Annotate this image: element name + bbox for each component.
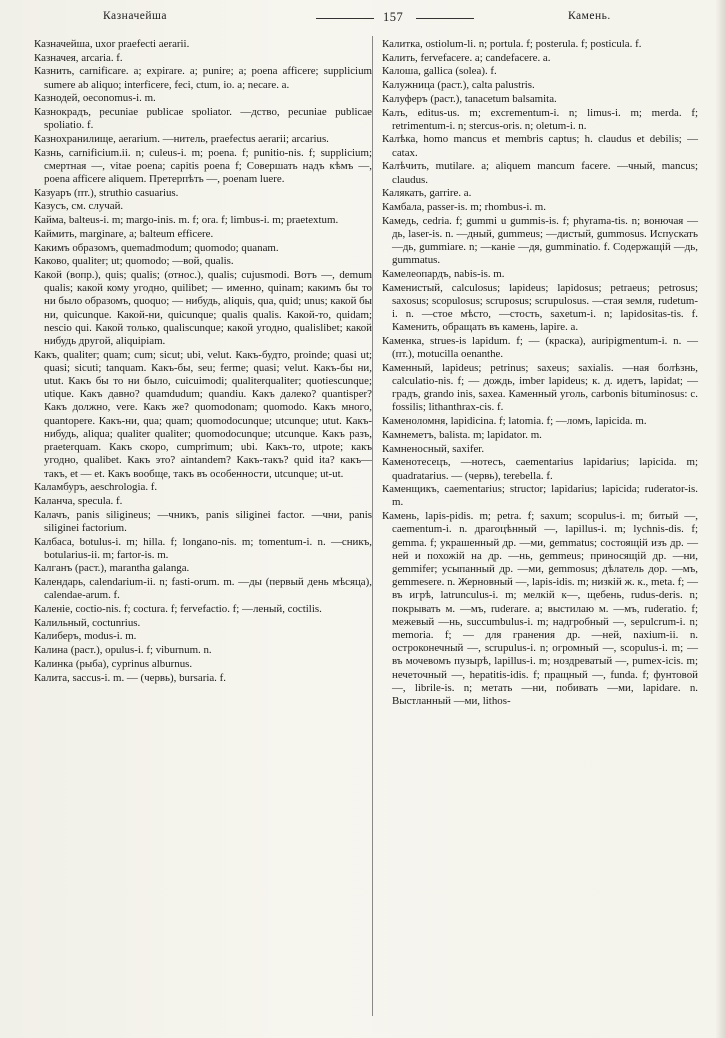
column-divider [372,36,373,1016]
dictionary-entry: Камелеопардъ, nabis-is. m. [382,267,505,280]
dictionary-entry: Калитка, ostiolum-li. n; portula. f; posterula. f; posticula. f. [382,38,642,50]
header-left-title: Казначейша [103,10,167,22]
dictionary-entry: Камедь, cedria. f; gummi u gummis-is. f; phyrama-tis. n; вонючая —дь, laser-is. n. —дный, gummeus; —дистый, gummosus. Испускать —дь, gummiare. n; —каніе —дя, gumminatio. f. Содержащій —дь, gummatus. [382,214,698,267]
dictionary-entry: Калачъ, panis siligineus; —чникъ, panis siliginei factor. —чни, panis siliginei factorium. [34,508,372,534]
dictionary-entry: Камень, lapis-pidis. m; petra. f; saxum; scopulus-i. m; битый —, caementum-i. n. драгоцѣнный —, lapillus-i. m; lychnis-dis. f; gemma. f; украшенный др. —ми, gemmatus; состоящій изъ др. —ней и похожій на др. —нь, gemmeus; приносящій др. —ни, gemmifer; усыпанный др. —ми, gemmosus; дѣлатель дор. —мъ, gemmesere. n. Жерновный —, lapis-idis. m; низкій ж. к., meta. f; — въ игрѣ, latrunculus-i. m; мелкій к—, щебень, rudus-deris. n; покрывать м. —мъ, ruderare. a; выстилаю м. —мъ, ruderatio. f; межевый —нь, succumbulus-i. m; надгробный —, sepulcrum-i. n; memoria. f; — для гранения др. —ней, naxium-ii. n. остроконечный —, scrupulus-i. n; огромный —, scopulus-i. m; — въ мочевомъ пузырѣ, lapillus-i. m; ноздреватый —, pumex-icis. m; нечеточный —, hepatitis-idis. f; пращный —, funda. f; фунтовой —, librile-is. n; метать —ни, побивать —ми, lapidare. n. Выстланный —ми, lithos- [382,510,698,707]
dictionary-entry: Камнеметъ, balista. m; lapidator. m. [382,428,542,441]
dictionary-entry: Камбала, passer-is. m; rhombus-i. m. [382,200,546,213]
dictionary-entry: Казнокрадъ, pecuniae publicae spoliator. —дство, pecuniae publicae spoliatio. f. [34,106,372,132]
dictionary-entry: Каменка, strues-is lapidum. f; — (краска), auripigmentum-i. n. — (пт.), motucilla oenanthe. [382,334,698,361]
dictionary-entry: Кайма, balteus-i. m; margo-inis. m. f; ora. f; limbus-i. m; praetextum. [34,214,339,227]
dictionary-entry: Каланча, specula. f. [34,494,123,507]
dictionary-entry: Казначейша, uxor praefecti aerarii. [34,38,190,50]
dictionary-entry: Калганъ (раст.), marantha galanga. [34,562,190,575]
dictionary-entry: Какъ, qualiter; quam; cum; sicut; ubi, velut. Какъ-будто, proinde; quasi ut; quasi; sicuti; tanquam. Какъ-бы, seu; ferme; quasi; velut. Какъ-бы ни, utut. Какъ бы то ни было, cuicuimodi; qualiterqualiter; quotiescunque; utique. Какъ давно? quamdudum; quandiu. Какъ далеко? quantisper? Какъ должно, vere. Какъ же? quomodonam; quomodo. Какъ много, quantopere. Какъ-ни, qua; quam; quomodocunque; utcunque; utut. Какъ-нибудь, aliqua; qualiter qualiter; quomodocunque; utcunque. Какъ разъ, praeterquam. Какъ скоро, cumprimum; ubi. Какъ-то, utpote; какъ угодно, qualibet. Какъ это? aintandem? Какъ-такъ? quid ita? какъ—такъ, et — et. Какъ вообще, такъ въ особенности, utcunque; ut-ut. [34,348,372,480]
dictionary-entry: Каймить, marginare, a; balteum efficere. [34,227,214,240]
left-column [34,38,372,685]
dictionary-entry: Калинка (рыба), cyprinus alburnus. [34,657,193,670]
dictionary-entry: Каламбуръ, aeschrologia. f. [34,481,158,494]
dictionary-entry: Казусъ, см. случай. [34,200,124,213]
dictionary-entry: Какимъ образомъ, quemadmodum; quomodo; quanam. [34,241,279,254]
page-number: 157 [383,10,404,24]
dictionary-entry: Калина (раст.), opulus-i. f; viburnum. n. [34,644,212,657]
dictionary-entry: Каленіе, coctio-nis. f; coctura. f; fervefactio. f; —леный, coctilis. [34,603,322,616]
dictionary-entry: Каково, qualiter; ut; quomodo; —вой, qualis. [34,255,234,268]
dictionary-entry: Каменистый, calculosus; lapideus; lapidosus; petraeus; petrosus; saxosus; scopulosus; scruposus; scrupulosus. —стая земля, rudetum-i. n. —стое мѣсто, —стость, saxetum-i. n; lapidositas-tis. f. Каменить, обращать въ камень, lapire. a. [382,281,698,334]
right-column [382,38,698,709]
dictionary-entry: Калѣчить, mutilare. a; aliquem mancum facere. —чный, mancus; claudus. [382,160,698,186]
dictionary-entry: Казнь, carnificium.ii. n; culeus-i. m; poena. f; punitio-nis. f; supplicium; смертная —, vitae poena; capitis poena f; Совершать надъ кѣмъ —, poena afficere aliquem. Претерпѣть —, poenam luere. [34,146,372,186]
dictionary-entry: Казнить, carnificare. a; expirare. a; punire; a; poena afficere; supplicium sumere ab aliquo; interficere, feci, ctum, io. a; necare. a. [34,65,372,91]
dictionary-entry: Калить, fervefacere. a; candefacere. a. [382,51,551,64]
page-header [28,10,696,28]
dictionary-entry: Калоша, gallica (solea). f. [382,65,497,78]
dictionary-entry: Калбаса, botulus-i. m; hilla. f; longano-nis. m; tomentum-i. n. —сникъ, botularius-ii. m; fartor-is. m. [34,535,372,561]
header-rule-right [416,18,474,19]
dictionary-entry: Камненосный, saxifer. [382,442,485,455]
dictionary-entry: Калита, saccus-i. m. — (червь), bursaria. f. [34,671,226,684]
dictionary-entry: Каменоломня, lapidicina. f; latomia. f; —ломъ, lapicida. m. [382,415,647,428]
dictionary-entry: Календарь, calendarium-ii. n; fasti-orum. m. —ды (первый день мѣсяца), calendae-arum. f. [34,576,372,602]
dictionary-entry: Калъ, editus-us. m; excrementum-i. n; limus-i. m; merda. f; retrimentum-i. n; stercus-oris. n; oletum-i. n. [382,106,698,132]
dictionary-entry: Калуферъ (раст.), tanacetum balsamita. [382,92,557,105]
dictionary-entry: Калѣка, homo mancus et membris captus; h. claudus et debilis; — catax. [382,133,698,159]
dictionary-entry: Казуаръ (пт.), struthio casuarius. [34,186,179,199]
dictionary-entry: Калильный, coctunrius. [34,616,141,629]
dictionary-entry: Калужница (раст.), calta palustris. [382,79,535,92]
dictionary-entry: Какой (вопр.), quis; qualis; (относ.), qualis; cujusmodi. Вотъ —, demum qualis; какой кому угодно, quilibet; — именно, quinam; какимъ бы то ни было образомъ, quoquo; — нибудь, aliquis, qua, quid; unus; какой бы ни, quicunque. Какой-ни, quicunque; qualis qualis. Какой-то, quidam; nescio qui. Какой только, qualiscunque; какой угодно, qualislibet; какой нибудь другой, aliquipiam. [34,268,372,347]
dictionary-entry: Каменный, lapideus; petrinus; saxeus; saxialis. —ная болѣзнь, calculatio-nis. f; — дождь, imber lapideus; к. д. идетъ, lapidat; — градъ, grando inis, saxea. Каменный уголь, carbonis bituminosus: c. fossilis; lithanthrax-cis. f. [382,361,698,414]
dictionary-entry: Калякать, garrire. a. [382,187,472,200]
dictionary-entry: Казначея, arcaria. f. [34,51,123,64]
header-rule-left [316,18,374,19]
header-right-title: Камень. [568,10,611,22]
dictionary-entry: Казнохранилище, aerarium. —нитель, praefectus aerarii; arcarius. [34,132,329,145]
dictionary-entry: Каменщикъ, caementarius; structor; lapidarius; lapicida; ruderator-is. m. [382,483,698,509]
dictionary-entry: Казнодей, oeconomus-i. m. [34,92,156,105]
dictionary-entry: Каменотесецъ, —нотесъ, caementarius lapidarius; lapicida. m; quadratarius. — (червь), terebella. f. [382,456,698,482]
dictionary-entry: Калиберъ, modus-i. m. [34,630,137,643]
page-edge-shadow [716,0,726,1038]
